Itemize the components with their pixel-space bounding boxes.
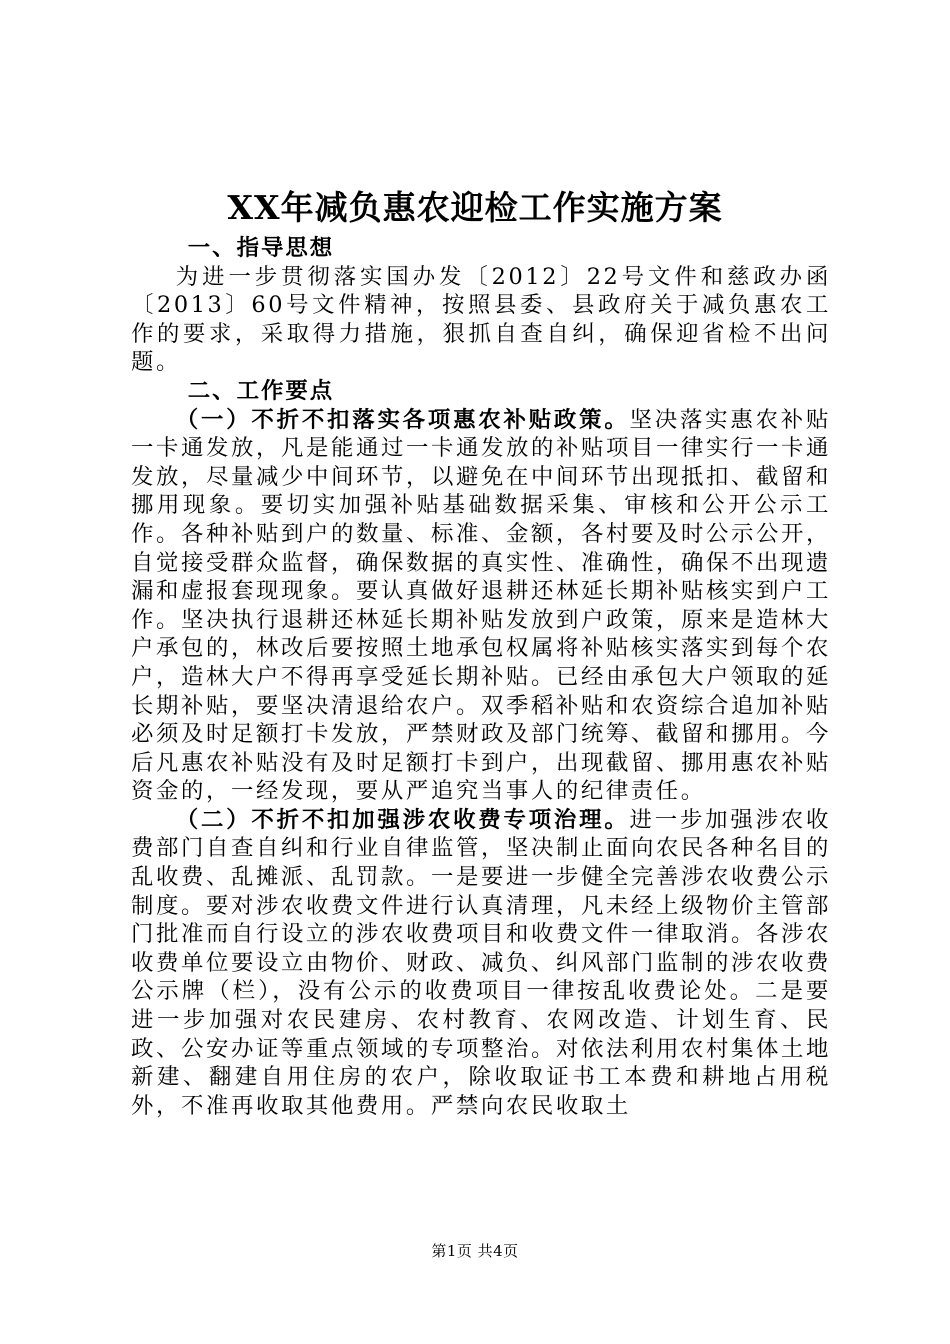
document-body <box>131 234 831 1120</box>
paragraph-text-fee-governance: 进一步加强涉农收费部门自查自纠和行业自律监管，坚决制止面向农民各种名目的乱收费、乱摊派、乱罚款。一是要进一步健全完善涉农收费公示制度。要对涉农收费文件进行认真清理，凡未经上级物价主管部门批准而自行设立的涉农收费项目和收费文件一律取消。各涉农收费单位要设立由物价、财政、减负、纠风部门监制的涉农收费公示牌（栏），没有公示的收费项目一律按乱收费论处。二是要进一步加强对农民建房、农村教育、农网改造、计划生育、民政、公安办证等重点领域的专项整治。对依法利用农村集体土地新建、翻建自用住房的农户，除收取证书工本费和耕地占用税外，不准再收取其他费用。严禁向农民收取土 <box>131 806 831 1119</box>
section-heading-work-points: 二、工作要点 <box>187 377 335 404</box>
paragraph-lead-fee-governance: （二）不折不扣加强涉农收费专项治理。 <box>175 806 630 833</box>
section-paragraph-guiding-ideology: 为进一步贯彻落实国办发〔2012〕22号文件和慈政办函〔2013〕60号文件精神，按照县委、县政府关于减负惠农工作的要求，采取得力措施，狠抓自查自纠，确保迎省检不出问题。 <box>131 263 831 376</box>
paragraph-text-subsidy-policy: 坚决落实惠农补贴一卡通发放，凡是能通过一卡通发放的补贴项目一律实行一卡通发放，尽量减少中间环节，以避免在中间环节出现抵扣、截留和挪用现象。要切实加强补贴基础数据采集、审核和公开公示工作。各种补贴到户的数量、标准、金额，各村要及时公示公开，自觉接受群众监督，确保数据的真实性、准确性，确保不出现遗漏和虚报套现现象。要认真做好退耕还林延长期补贴核实到户工作。坚决执行退耕还林延长期补贴发放到户政策，原来是造林大户承包的，林改后要按照土地承包权属将补贴核实落实到每个农户，造林大户不得再享受延长期补贴。已经由承包大户领取的延长期补贴，要坚决清退给农户。双季稻补贴和农资综合追加补贴必须及时足额打卡发放，严禁财政及部门统筹、截留和挪用。今后凡惠农补贴没有及时足额打卡到户，出现截留、挪用惠农补贴资金的，一经发现，要从严追究当事人的纪律责任。 <box>131 406 831 805</box>
document-title: XX年减负惠农迎检工作实施方案 <box>227 188 723 227</box>
page-footer: 第1页 共4页 <box>431 1242 519 1260</box>
section-heading-guiding-ideology: 一、指导思想 <box>187 235 335 261</box>
paragraph-fee-governance <box>131 806 831 1121</box>
paragraph-lead-subsidy-policy: （一）不折不扣落实各项惠农补贴政策。 <box>175 406 630 433</box>
paragraph-subsidy-policy <box>131 406 831 806</box>
